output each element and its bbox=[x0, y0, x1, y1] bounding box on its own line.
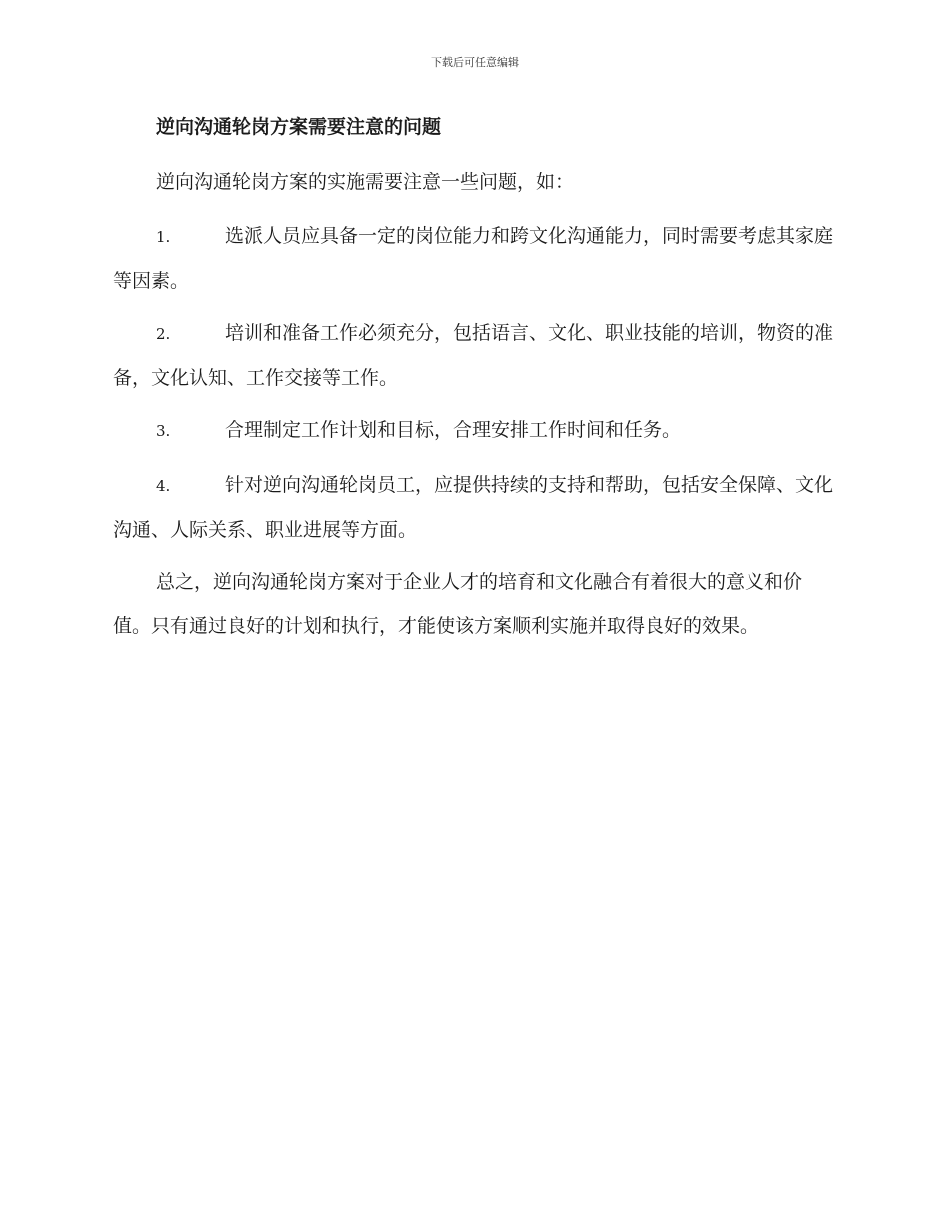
list-item-text: 合理制定工作计划和目标，合理安排工作时间和任务。 bbox=[225, 419, 682, 441]
list-item bbox=[113, 214, 833, 303]
intro-paragraph: 逆向沟通轮岗方案的实施需要注意一些问题，如： bbox=[156, 171, 575, 193]
list-item-number: 2. bbox=[156, 325, 171, 343]
list-item-number: 4. bbox=[156, 477, 171, 495]
list-item-number: 3. bbox=[156, 422, 171, 440]
list-item-text: 选派人员应具备一定的岗位能力和跨文化沟通能力，同时需要考虑其家庭等因素。 bbox=[113, 225, 834, 292]
list-item-text: 培训和准备工作必须充分，包括语言、文化、职业技能的培训，物资的准备，文化认知、工作交接等工作。 bbox=[113, 322, 834, 389]
list-item bbox=[113, 311, 833, 400]
conclusion-paragraph: 总之，逆向沟通轮岗方案对于企业人才的培育和文化融合有着很大的意义和价值。只有通过良好的计划和执行，才能使该方案顺利实施并取得良好的效果。 bbox=[113, 571, 803, 637]
list-item bbox=[113, 408, 833, 453]
list-item bbox=[113, 463, 833, 552]
list-item-text: 针对逆向沟通轮岗员工，应提供持续的支持和帮助，包括安全保障、文化沟通、人际关系、职业进展等方面。 bbox=[113, 474, 834, 541]
list-item-number: 1. bbox=[156, 228, 171, 246]
page-header: 下载后可任意编辑 bbox=[431, 56, 519, 69]
section-heading: 逆向沟通轮岗方案需要注意的问题 bbox=[156, 116, 442, 138]
